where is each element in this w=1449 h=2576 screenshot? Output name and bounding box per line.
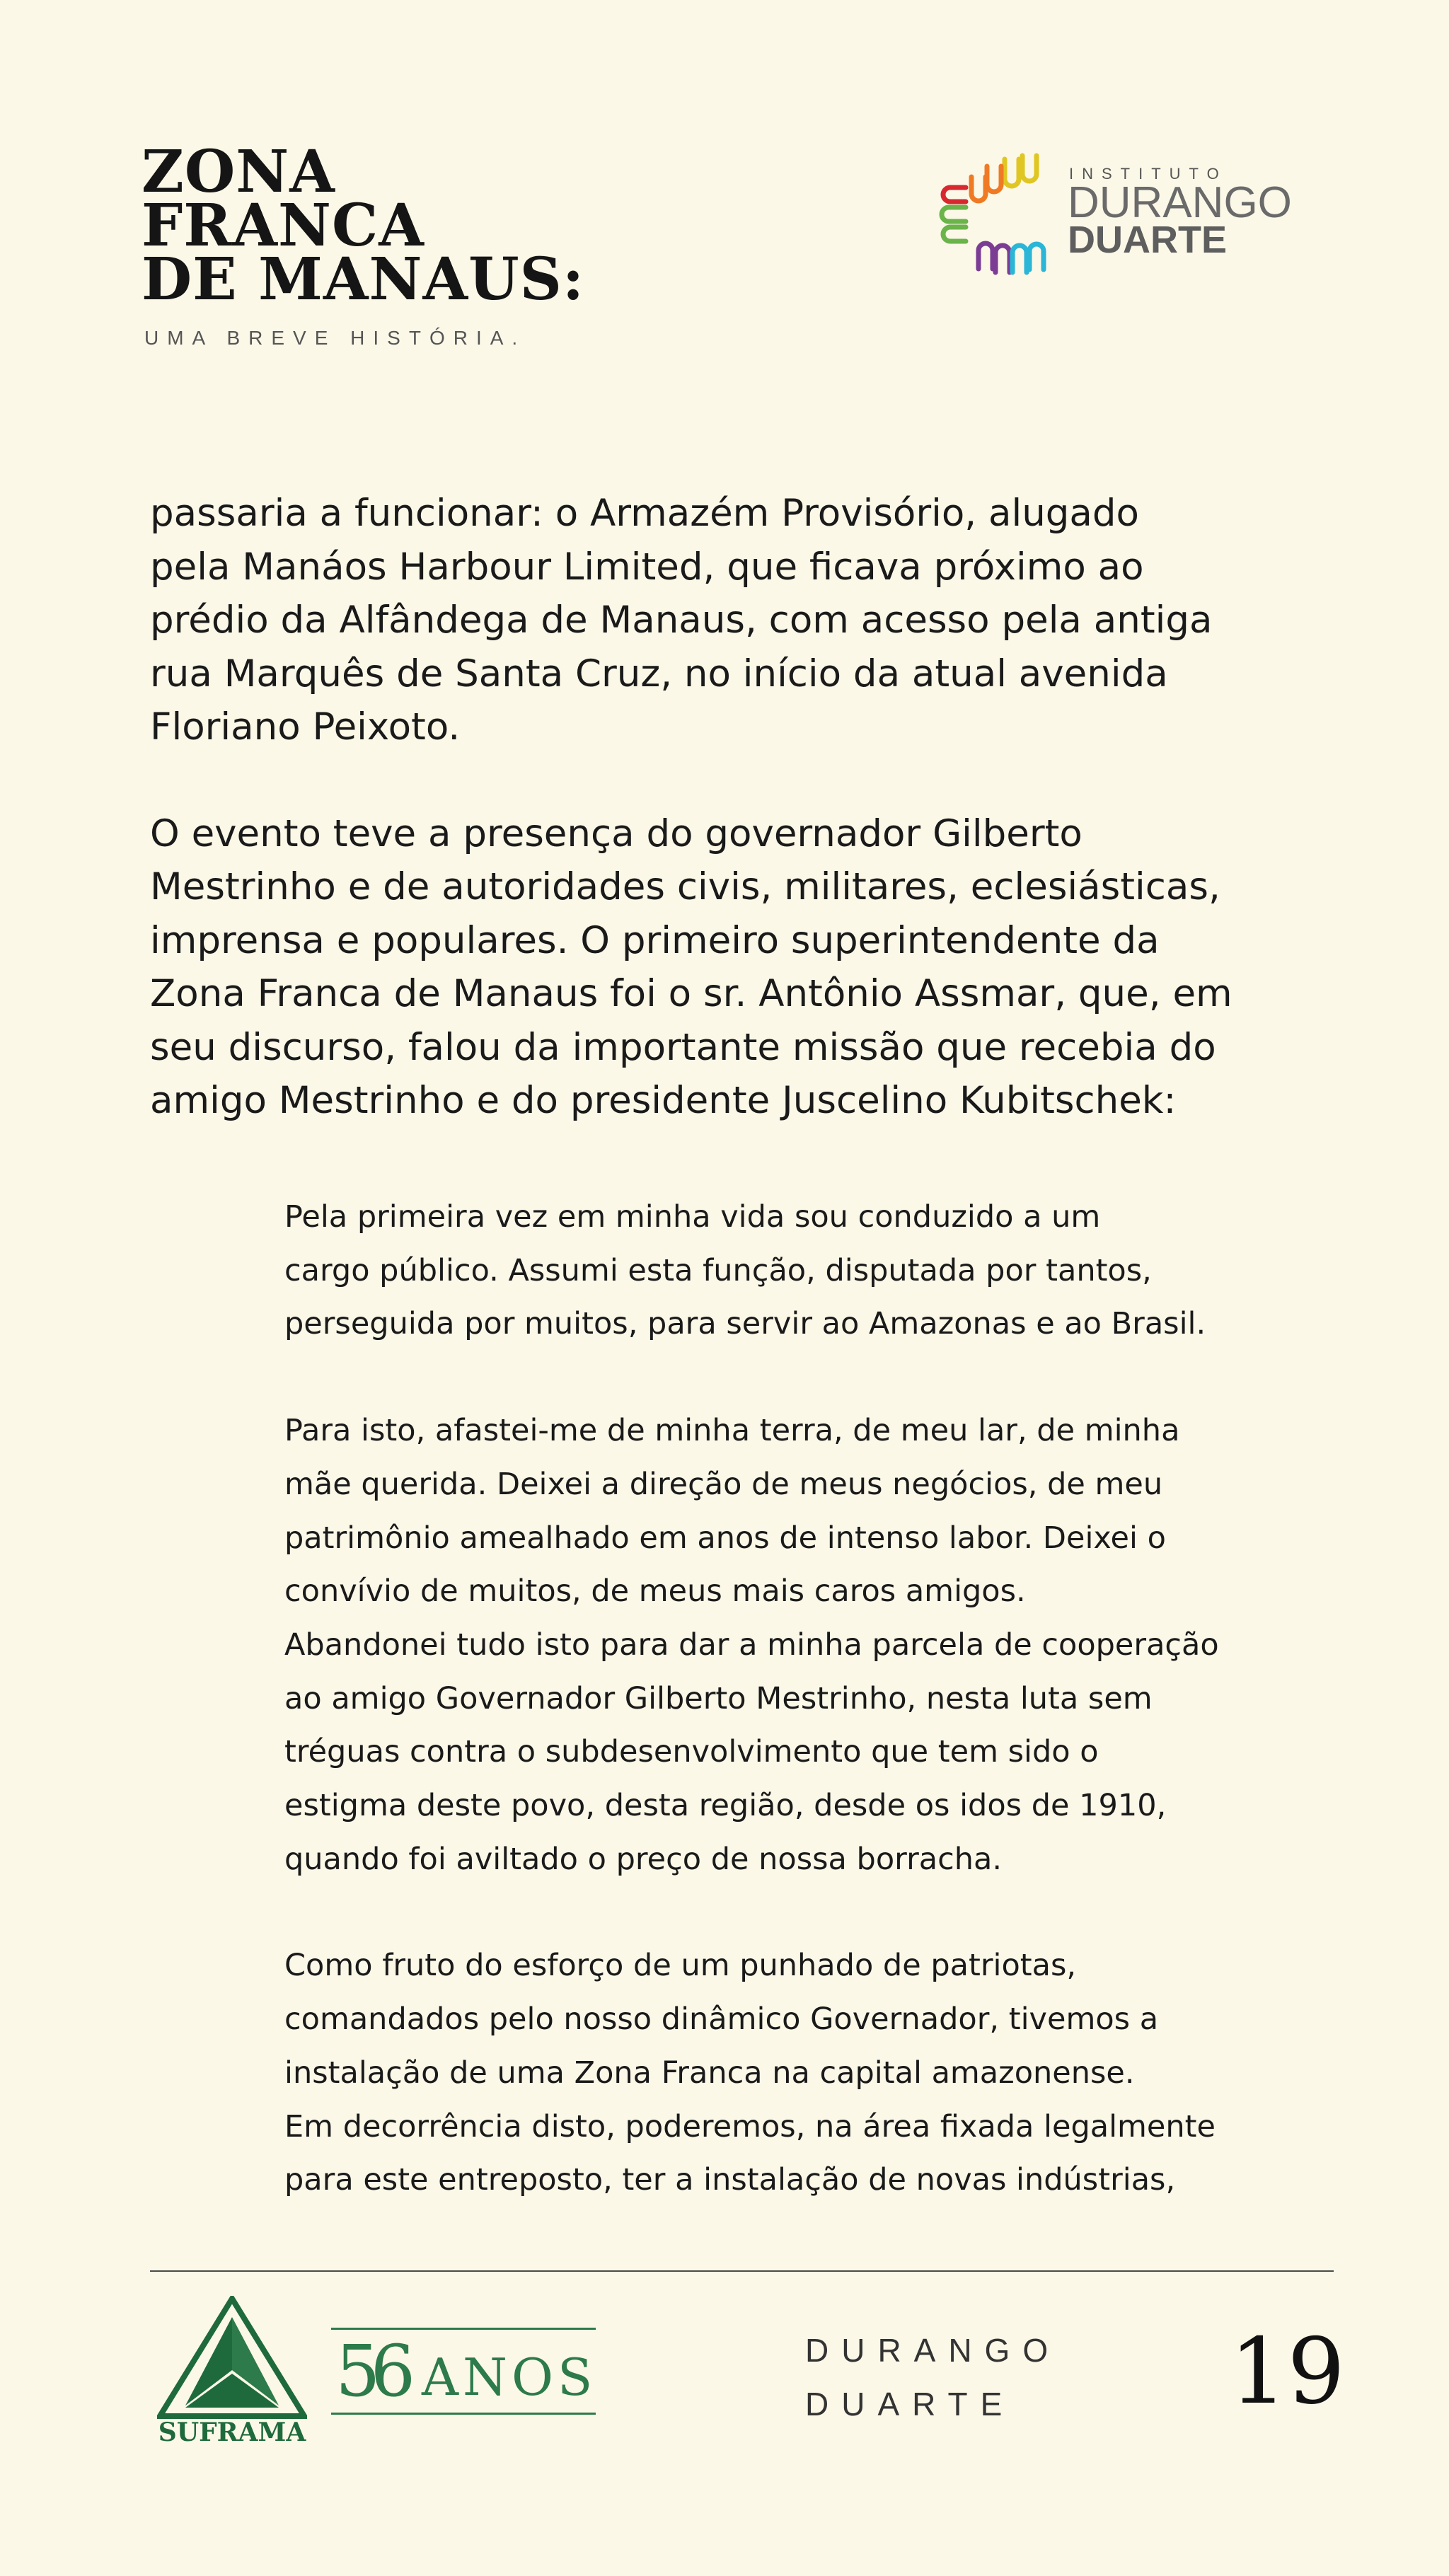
text-line: amigo Mestrinho e do presidente Juscelino Kubitschek: bbox=[150, 1079, 1177, 1122]
quote-line: instalação de uma Zona Franca na capital amazonense. bbox=[284, 2055, 1135, 2091]
text-line: Zona Franca de Manaus foi o sr. Antônio Assmar, que, em bbox=[150, 972, 1232, 1015]
quote-paragraph bbox=[284, 1939, 1332, 2207]
quote-line: patrimônio amealhado em anos de intenso labor. Deixei o bbox=[284, 1520, 1166, 1556]
anos-badge bbox=[331, 2328, 596, 2417]
text-line: passaria a funcionar: o Armazém Provisório, alugado bbox=[150, 492, 1139, 535]
text-line: Floriano Peixoto. bbox=[150, 705, 461, 749]
quote-line: tréguas contra o subdesenvolvimento que tem sido o bbox=[284, 1734, 1099, 1770]
quote-line: Abandonei tudo isto para dar a minha parcela de cooperação bbox=[284, 1627, 1219, 1663]
text-line: O evento teve a presença do governador Gilberto bbox=[150, 812, 1083, 855]
suframa-label: SUFRAMA bbox=[158, 2418, 306, 2447]
quote-line: cargo público. Assumi esta função, disputada por tantos, bbox=[284, 1252, 1152, 1288]
book-title-line-3: DE MANAUS: bbox=[142, 246, 585, 313]
quote-line: quando foi aviltado o preço de nossa borracha. bbox=[284, 1841, 1003, 1877]
quote-line: Em decorrência disto, poderemos, na área fixada legalmente bbox=[284, 2108, 1216, 2144]
paragraph bbox=[150, 487, 1346, 754]
institute-arcs-icon bbox=[937, 145, 1065, 279]
institute-logo bbox=[937, 145, 1334, 279]
book-title bbox=[142, 138, 585, 313]
text-line: prédio da Alfândega de Manaus, com acesso pela antiga bbox=[150, 599, 1213, 642]
text-line: rua Marquês de Santa Cruz, no início da atual avenida bbox=[150, 652, 1168, 695]
quote-line: perseguida por muitos, para servir ao Amazonas e ao Brasil. bbox=[284, 1306, 1206, 1342]
book-title-line-1: ZONA bbox=[142, 138, 335, 206]
text-line: imprensa e populares. O primeiro superintendente da bbox=[150, 918, 1160, 962]
page-number: 19 bbox=[1230, 2319, 1345, 2425]
institute-small-label: INSTITUTO bbox=[1069, 165, 1228, 183]
quote-line: convívio de muitos, de meus mais caros amigos. bbox=[284, 1573, 1026, 1610]
suframa-logo bbox=[157, 2296, 307, 2455]
quote-line: ao amigo Governador Gilberto Mestrinho, nesta luta sem bbox=[284, 1680, 1153, 1716]
author-last-name: DUARTE bbox=[805, 2386, 1015, 2422]
block-quote bbox=[284, 1191, 1332, 2207]
quote-line: Pela primeira vez em minha vida sou conduzido a um bbox=[284, 1199, 1101, 1235]
institute-name: DURANGO bbox=[1068, 178, 1292, 227]
anos-number: 56 bbox=[335, 2330, 406, 2413]
suframa-triangle-icon bbox=[157, 2296, 307, 2420]
quote-line: comandados pelo nosso dinâmico Governador, tivemos a bbox=[284, 2002, 1159, 2038]
quote-paragraph bbox=[284, 1404, 1332, 1886]
author-credit bbox=[805, 2323, 1061, 2431]
quote-line: Como fruto do esforço de um punhado de patriotas, bbox=[284, 1948, 1077, 1984]
quote-line: para este entreposto, ter a instalação de novas indústrias, bbox=[284, 2162, 1176, 2198]
anos-word: ANOS bbox=[422, 2347, 597, 2407]
quote-line: Para isto, afastei-me de minha terra, de meu lar, de minha bbox=[284, 1413, 1180, 1449]
text-line: pela Manáos Harbour Limited, que ficava próximo ao bbox=[150, 545, 1144, 589]
anos-bottom-rule bbox=[331, 2413, 596, 2415]
footer-divider bbox=[150, 2270, 1334, 2272]
author-first-name: DURANGO bbox=[805, 2332, 1061, 2369]
book-subtitle: UMA BREVE HISTÓRIA. bbox=[144, 327, 526, 349]
text-line: Mestrinho e de autoridades civis, militares, eclesiásticas, bbox=[150, 865, 1220, 908]
book-title-line-2: FRANCA bbox=[142, 192, 425, 260]
paragraph bbox=[150, 807, 1346, 1128]
text-line: seu discurso, falou da importante missão que recebia do bbox=[150, 1025, 1216, 1069]
institute-surname: DUARTE bbox=[1068, 219, 1227, 261]
quote-line: estigma deste povo, desta região, desde os idos de 1910, bbox=[284, 1788, 1167, 1824]
quote-line: mãe querida. Deixei a direção de meus negócios, de meu bbox=[284, 1466, 1163, 1502]
main-text bbox=[150, 487, 1346, 1128]
quote-paragraph bbox=[284, 1191, 1332, 1351]
